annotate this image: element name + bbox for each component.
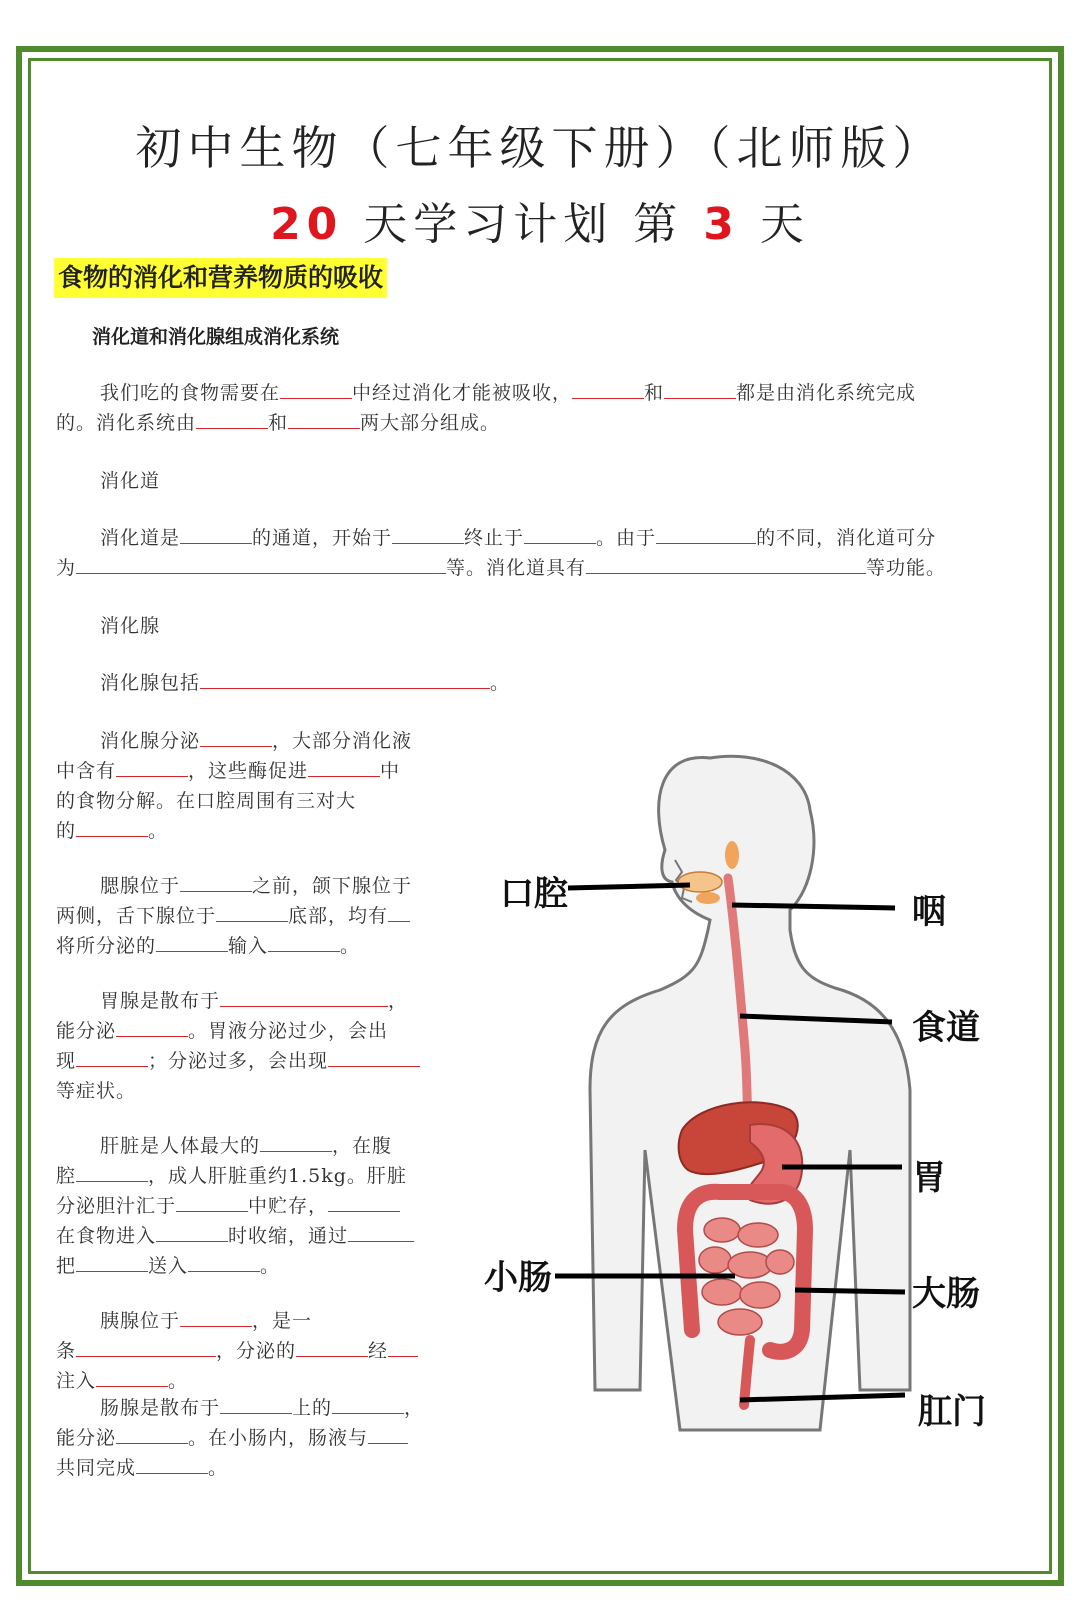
blank[interactable] <box>216 901 288 922</box>
blank[interactable] <box>524 523 596 544</box>
blank[interactable] <box>156 1221 228 1242</box>
blank[interactable] <box>268 931 340 952</box>
label-large-intestine: 大肠 <box>912 1274 980 1314</box>
blank[interactable] <box>76 1046 148 1067</box>
blank[interactable] <box>96 1366 168 1387</box>
blank[interactable] <box>76 816 148 837</box>
paragraph-6: 胃腺是散布于 ， 能分泌 。胃液分泌过少，会出 现 ；分泌过多，会出现 等症状。 <box>56 986 446 1106</box>
page-subtitle <box>0 188 1080 252</box>
blank[interactable] <box>220 1393 292 1414</box>
blank[interactable] <box>368 1423 408 1444</box>
blank[interactable] <box>188 1251 260 1272</box>
paragraph-2: 消化道是 的通道，开始于 终止于 。由于 的不同，消化道可分 为 等。消化道具有 等功能。 <box>56 523 1016 583</box>
digestive-system-figure <box>460 730 1020 1450</box>
blank[interactable] <box>332 1393 404 1414</box>
paragraph-8: 胰腺位于 ，是一 条 ，分泌的 经 注入 。 <box>56 1306 446 1396</box>
blank[interactable] <box>156 931 228 952</box>
blank[interactable] <box>180 523 252 544</box>
blank[interactable] <box>176 1191 248 1212</box>
blank[interactable] <box>260 1131 332 1152</box>
paragraph-4: 消化腺分泌 ，大部分消化液 中含有 ，这些酶促进 中 的食物分解。在口腔周围有三对大 的 。 <box>56 726 446 846</box>
blank[interactable] <box>136 1453 208 1474</box>
blank[interactable] <box>656 523 756 544</box>
label-anus: 肛门 <box>918 1392 986 1432</box>
blank[interactable] <box>288 408 360 429</box>
blank[interactable] <box>664 378 736 399</box>
blank[interactable] <box>348 1221 414 1242</box>
blank[interactable] <box>220 986 388 1007</box>
paragraph-5: 腮腺位于 之前，颌下腺位于 两侧，舌下腺位于 底部，均有 将所分泌的 输入 。 <box>56 871 446 961</box>
topic-banner: 食物的消化和营养物质的吸收 <box>54 258 387 298</box>
label-esophagus: 食道 <box>912 1008 980 1048</box>
blank[interactable] <box>586 553 866 574</box>
plan-text: 天学习计划 第 <box>363 199 684 250</box>
blank[interactable] <box>388 901 410 922</box>
blank[interactable] <box>572 378 644 399</box>
blank[interactable] <box>76 1251 148 1272</box>
blank[interactable] <box>328 1046 420 1067</box>
label-stomach: 胃 <box>912 1158 946 1198</box>
plan-days: 20 <box>270 199 344 250</box>
blank[interactable] <box>196 408 268 429</box>
blank[interactable] <box>180 1306 252 1327</box>
plan-day-suffix: 天 <box>759 199 810 250</box>
blank[interactable] <box>392 523 464 544</box>
rectum-icon <box>744 1340 750 1405</box>
blank[interactable] <box>200 726 272 747</box>
paragraph-3: 消化腺包括 。 <box>56 668 956 698</box>
paragraph-7: 肝脏是人体最大的 ，在腹 腔 ，成人肝脏重约1.5kg。肝脏 分泌胆汁汇于 中贮存， 在食物进入 时收缩，通过 把 送入 。 <box>56 1131 446 1281</box>
paragraph-1: 我们吃的食物需要在 中经过消化才能被吸收， 和 都是由消化系统完成 的。消化系统由 和 两大部分组成。 <box>56 378 996 438</box>
blank[interactable] <box>296 1336 368 1357</box>
blank[interactable] <box>280 378 352 399</box>
section-subhead: 消化道和消化腺组成消化系统 <box>92 326 340 348</box>
blank[interactable] <box>116 1016 188 1037</box>
blank[interactable] <box>76 1161 148 1182</box>
blank[interactable] <box>116 756 188 777</box>
plan-day-number: 3 <box>703 199 740 250</box>
mouth-icon <box>678 872 722 892</box>
page-title: 初中生物（七年级下册）（北师版） <box>135 121 945 175</box>
salivary-gland-icon <box>696 892 720 904</box>
blank[interactable] <box>76 1336 216 1357</box>
blank[interactable] <box>388 1336 418 1357</box>
blank[interactable] <box>200 668 490 689</box>
blank[interactable] <box>180 871 252 892</box>
blank[interactable] <box>308 756 380 777</box>
heading-digestive-glands: 消化腺 <box>100 615 161 637</box>
blank[interactable] <box>328 1191 400 1212</box>
salivary-gland-icon <box>725 841 739 869</box>
label-mouth: 口腔 <box>500 874 568 914</box>
label-pharynx: 咽 <box>912 892 946 932</box>
label-small-intestine: 小肠 <box>484 1258 552 1298</box>
blank[interactable] <box>116 1423 188 1444</box>
heading-digestive-tract: 消化道 <box>100 470 161 492</box>
blank[interactable] <box>76 553 446 574</box>
paragraph-9: 肠腺是散布于 上的 ， 能分泌 。在小肠内，肠液与 共同完成 。 <box>56 1393 446 1483</box>
